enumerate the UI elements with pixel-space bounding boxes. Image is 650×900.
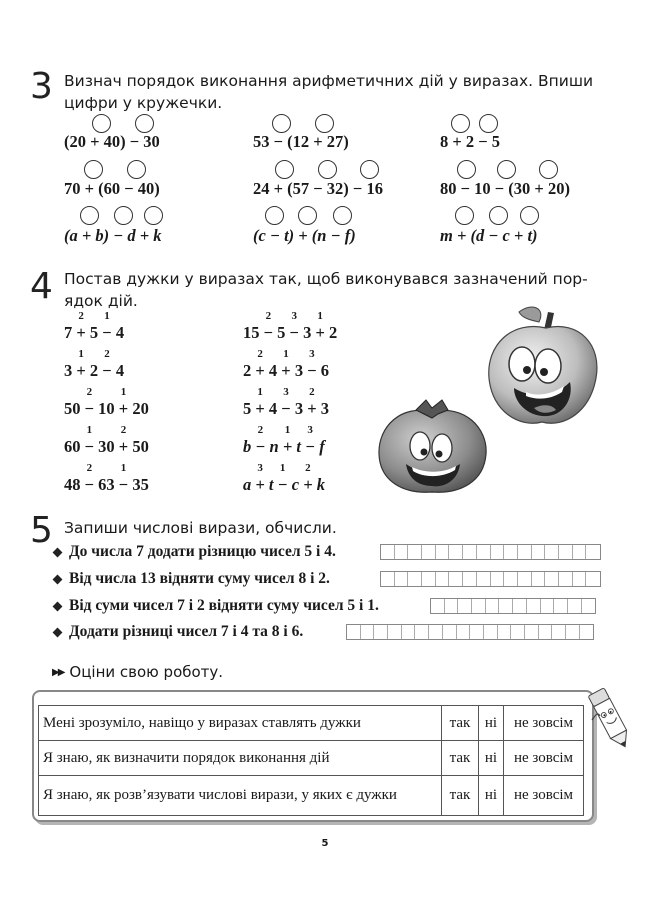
answer-yes[interactable]: так [442, 776, 479, 816]
answer-circle[interactable] [114, 206, 133, 225]
task-4-expression: b − 2 n + 1 t − 3 f [243, 424, 325, 456]
task-4-expression: 7 + 2 5 − 1 4 [64, 310, 125, 342]
apple-character-illustration [484, 300, 604, 435]
bullet-diamond-icon [53, 627, 63, 637]
task-4-expression: 60 − 1 30 + 2 50 [64, 424, 149, 456]
answer-circle[interactable] [318, 160, 337, 179]
task-3-expression: 8 + 2 − 5 [440, 132, 501, 151]
answer-circle[interactable] [135, 114, 154, 133]
answer-grid[interactable] [346, 624, 594, 640]
task-4-expression: 5 + 1 4 − 3 3 + 2 3 [243, 386, 329, 418]
bullet-diamond-icon [53, 547, 63, 557]
task-3-expression: m + (d − c + t) [440, 226, 538, 245]
task-4-instruction-line1: Постав дужки у виразах так, щоб виконувався зазначений пор [64, 270, 583, 288]
task-4-expression: 48 − 2 63 − 1 35 [64, 462, 149, 494]
answer-circle[interactable] [315, 114, 334, 133]
order-label: 3 [307, 424, 313, 436]
order-label: 1 [120, 462, 127, 474]
order-label: 1 [86, 424, 93, 436]
answer-not-quite[interactable]: не зовсім [504, 741, 584, 776]
answer-not-quite[interactable]: не зовсім [504, 776, 584, 816]
order-label: 2 [104, 348, 110, 360]
answer-no[interactable]: ні [479, 706, 504, 741]
order-label: 1 [317, 310, 323, 322]
answer-circle[interactable] [265, 206, 284, 225]
answer-circle[interactable] [497, 160, 516, 179]
task-4-number: 4 [30, 266, 53, 307]
task-3-instruction-line1: Визнач порядок виконання арифметичних дій у виразах. Впиши [64, 72, 594, 90]
task-5-item [52, 569, 330, 589]
task-3-instruction-line2: цифри у кружечки. [64, 94, 223, 112]
task-5-instruction: Запиши числові вирази, обчисли. [64, 519, 337, 537]
tomato-character-illustration [376, 398, 491, 496]
task-5-item [52, 596, 379, 616]
table-row [39, 776, 584, 816]
order-label: 1 [120, 386, 127, 398]
task-5-item-text: Додати різниці чисел 7 і 4 та 8 і 6. [69, 623, 304, 640]
double-arrow-icon: ▶▶ [52, 666, 64, 678]
answer-yes[interactable]: так [442, 741, 479, 776]
answer-circle[interactable] [272, 114, 291, 133]
table-row [39, 706, 584, 741]
answer-circle[interactable] [539, 160, 558, 179]
order-label: 1 [279, 462, 286, 474]
task-3-expression: 70 + (60 − 40) [64, 179, 160, 198]
answer-circle[interactable] [489, 206, 508, 225]
task-4-expression: 50 − 2 10 + 1 20 [64, 386, 149, 418]
answer-circle[interactable] [80, 206, 99, 225]
page-number: 5 [321, 838, 329, 849]
statement-cell: Я знаю, як розв’язувати числові вирази, у яких є дужки [39, 776, 442, 816]
order-label: 1 [257, 386, 263, 398]
assessment-title: Оціни свою роботу. [69, 663, 224, 681]
answer-no[interactable]: ні [479, 776, 504, 816]
order-label: 1 [104, 310, 110, 322]
pencil-character-icon [588, 684, 634, 752]
order-label: 2 [305, 462, 311, 474]
answer-circle[interactable] [84, 160, 103, 179]
bullet-diamond-icon [53, 601, 63, 611]
self-assessment-table [38, 705, 584, 816]
answer-circle[interactable] [298, 206, 317, 225]
task-5-item [52, 622, 303, 642]
task-3-number: 3 [30, 66, 53, 107]
answer-circle[interactable] [457, 160, 476, 179]
answer-circle[interactable] [333, 206, 352, 225]
task-4-instruction-line2: ядок дій. [64, 292, 138, 310]
order-label: 3 [309, 348, 315, 360]
answer-circle[interactable] [360, 160, 379, 179]
task-4-expression: 15 − 2 5 − 3 3 + 1 2 [243, 310, 338, 342]
task-4-expression: 2 + 2 4 + 1 3 − 3 6 [243, 348, 329, 380]
task-3-expression: (a + b) − d + k [64, 226, 162, 245]
order-label: 2 [257, 348, 263, 360]
order-label: 1 [284, 424, 291, 436]
order-label: 3 [283, 386, 289, 398]
answer-not-quite[interactable]: не зовсім [504, 706, 584, 741]
order-label: 2 [78, 310, 84, 322]
answer-circle[interactable] [127, 160, 146, 179]
task-3-expression: (c − t) + (n − f) [253, 226, 356, 245]
task-4-expression: a + 3 t − 1 c + 2 k [243, 462, 325, 494]
order-label: 1 [283, 348, 289, 360]
answer-grid[interactable] [430, 598, 596, 614]
order-label: 2 [265, 310, 272, 322]
order-label: 3 [291, 310, 297, 322]
order-label: 2 [257, 424, 264, 436]
answer-circle[interactable] [455, 206, 474, 225]
answer-grid[interactable] [380, 571, 601, 587]
task-4-expression: 3 + 1 2 − 2 4 [64, 348, 125, 380]
task-4-instruction: Постав дужки у виразах так, щоб виконувався зазначений пор- ядок дій. [64, 270, 588, 310]
answer-circle[interactable] [275, 160, 294, 179]
answer-yes[interactable]: так [442, 706, 479, 741]
order-label: 2 [309, 386, 315, 398]
order-label: 2 [120, 424, 127, 436]
statement-cell: Я знаю, як визначити порядок виконання дій [39, 741, 442, 776]
task-3-expression: 80 − 10 − (30 + 20) [440, 179, 570, 198]
answer-circle[interactable] [520, 206, 539, 225]
task-5-item-text: Від суми чисел 7 і 2 відняти суму чисел 5 і 1. [69, 597, 379, 614]
task-3-expression: 24 + (57 − 32) − 16 [253, 179, 383, 198]
assessment-heading [52, 663, 223, 681]
order-label: 2 [86, 386, 93, 398]
task-5-item [52, 542, 336, 562]
answer-circle[interactable] [92, 114, 111, 133]
task-5-item-text: Від числа 13 відняти суму чисел 8 і 2. [69, 570, 330, 587]
task-3-expression: (20 + 40) − 30 [64, 132, 160, 151]
answer-circle[interactable] [451, 114, 470, 133]
answer-circle[interactable] [479, 114, 498, 133]
table-row [39, 741, 584, 776]
task-5-item-text: До числа 7 додати різницю чисел 5 і 4. [69, 543, 336, 560]
answer-no[interactable]: ні [479, 741, 504, 776]
bullet-diamond-icon [53, 574, 63, 584]
order-label: 3 [257, 462, 263, 474]
order-label: 2 [86, 462, 93, 474]
order-label: 1 [78, 348, 84, 360]
answer-grid[interactable] [380, 544, 601, 560]
task-5-number: 5 [30, 510, 53, 551]
statement-cell: Мені зрозуміло, навіщо у виразах ставлять дужки [39, 706, 442, 741]
task-3-expression: 53 − (12 + 27) [253, 132, 349, 151]
answer-circle[interactable] [144, 206, 163, 225]
